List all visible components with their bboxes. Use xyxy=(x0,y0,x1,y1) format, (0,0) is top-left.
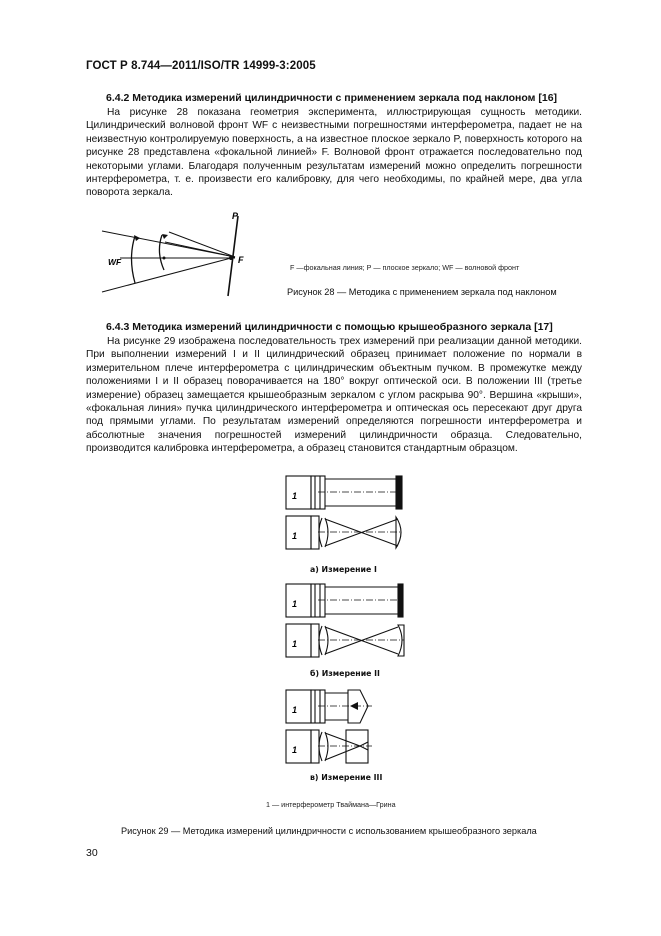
page-number: 30 xyxy=(86,847,98,859)
figure-29b-label: б) Измерение II xyxy=(310,669,380,678)
point-marker xyxy=(163,257,166,260)
interferometer-box xyxy=(286,730,311,763)
roof-mirror-side xyxy=(346,730,368,763)
figure-29c-label: в) Измерение III xyxy=(310,773,383,782)
interferometer-box xyxy=(286,516,311,549)
label-p: P xyxy=(232,211,239,221)
cylindrical-sample xyxy=(396,517,401,548)
cylindrical-sample xyxy=(398,625,404,656)
lens-block xyxy=(311,476,325,509)
interferometer-box xyxy=(286,584,311,617)
arrowhead-icon xyxy=(162,234,168,239)
figure-28-caption: Рисунок 28 — Методика с применением зеркала под наклоном xyxy=(287,287,557,297)
beam-lower-line xyxy=(102,257,235,292)
sample-block xyxy=(396,476,402,509)
figure-29a-diagram xyxy=(280,470,410,556)
figure-29-legend: 1 — интерферометр Тваймана—Грина xyxy=(266,800,396,809)
label-wf: WF xyxy=(108,257,122,267)
section-6-4-2-paragraph: На рисунке 28 показана геометрия эксперимента, иллюстрирующая сущность методики. Цилиндрический волновой фронт WF с неизвестными погрешностями интерферометра, падает не на неизвестную контролируемую поверхность, а на известное плоское зеркало P, поверхность которого на рисунке 28 представлена «фокальной линией» F. Волновой фронт отражается последовательно под некоторыми углами. Благодаря полученным результатам измерений можно определить погрешности интерферометра, т. е. произвести его калибровку, для чего необходимы, по крайней мере, два угла поворота зеркала. xyxy=(86,107,582,199)
figure-29c-diagram xyxy=(280,684,410,770)
figure-29-caption: Рисунок 29 — Методика измерений цилиндричности с использованием крышеобразного зеркала xyxy=(121,826,537,836)
document-header: ГОСТ Р 8.744—2011/ISO/TR 14999-3:2005 xyxy=(86,60,316,72)
box-label: 1 xyxy=(292,705,298,715)
interferometer-box xyxy=(286,476,311,509)
figure-29b-diagram xyxy=(280,578,410,664)
section-6-4-3-paragraph: На рисунке 29 изображена последовательность трех измерений при реализации данной методики. При выполнении измерений I и II цилиндрический образец принимает положение по нормали в измерительном плече интерферометра с цилиндрическим объектным пучком. В промежутке между положениями I и II образец поворачивается на 180° вокруг оптической оси. В положении III (третье измерение) образец замещается крышеобразным зеркалом с углом раскрыва 90°. Вершина «крыши», «фокальная линия» пучка цилиндрического интерферометра и оптическая ось пересекают друг друга под прямыми углами. По результатам измерений определяются погрешности интерферометра и абсолютные значения погрешностей измерений цилиндричности образца. Следовательно, производится калибровка интерферометра, а образец становится стандартным образцом. xyxy=(86,336,582,455)
interferometer-box xyxy=(286,690,311,723)
label-f: F xyxy=(238,255,244,265)
reflected-wavefront-curve xyxy=(159,235,164,270)
sample-block xyxy=(398,584,403,617)
wavefront-curve xyxy=(132,236,136,283)
section-6-4-3-text xyxy=(86,335,582,456)
figure-28-diagram xyxy=(100,208,260,300)
arrowhead-icon xyxy=(350,702,358,710)
figure-29a-label: а) Измерение I xyxy=(310,565,377,574)
figure-28-legend: F —фокальная линия; P — плоское зеркало; WF — волновой фронт xyxy=(290,263,520,272)
box-label: 1 xyxy=(292,639,298,649)
section-6-4-2-text xyxy=(86,106,582,200)
interferometer-box xyxy=(286,624,311,657)
box-label: 1 xyxy=(292,531,298,541)
section-6-4-3-heading: 6.4.3 Методика измерений цилиндричности с помощью крышеобразного зеркала [17] xyxy=(106,321,553,333)
box-label: 1 xyxy=(292,491,298,501)
box-label: 1 xyxy=(292,599,298,609)
box-label: 1 xyxy=(292,745,298,755)
section-6-4-2-heading: 6.4.2 Методика измерений цилиндричности с применением зеркала под наклоном [16] xyxy=(106,92,558,104)
focal-point-marker xyxy=(229,256,233,260)
